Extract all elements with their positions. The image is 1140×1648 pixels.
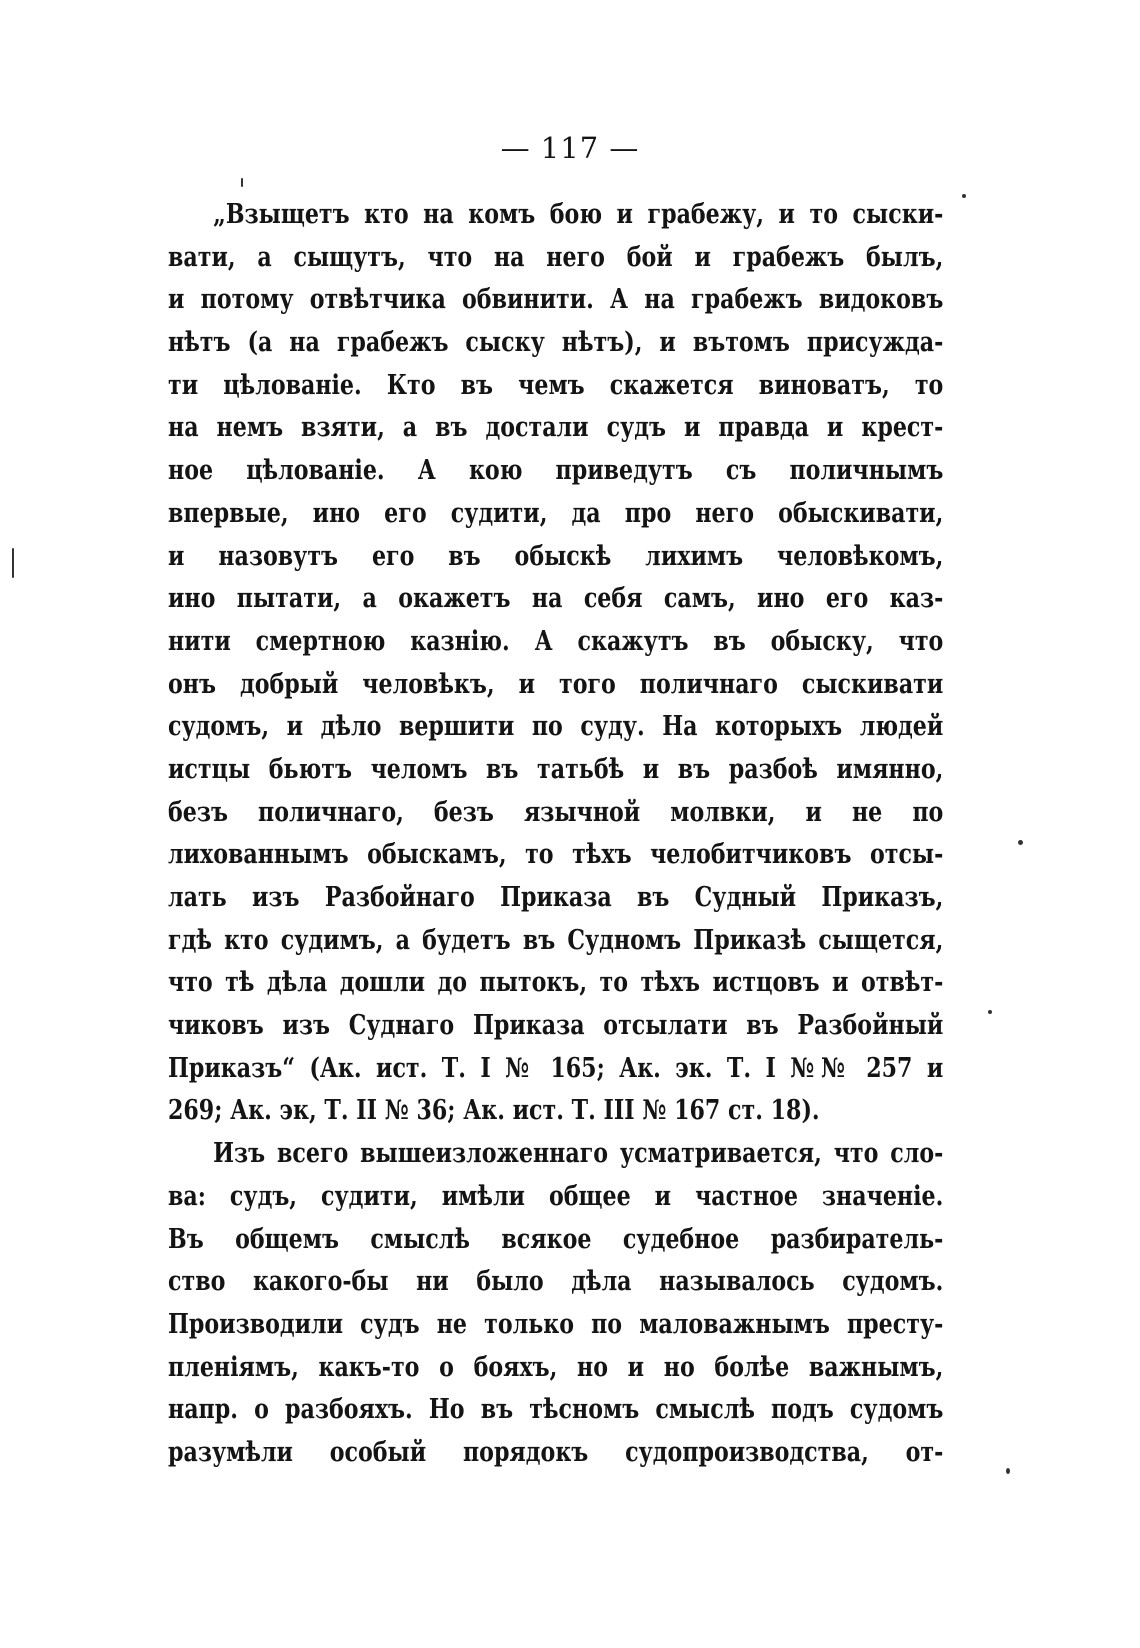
text-line: пленіямъ, какъ-то о бояхъ, но и но болѣе важнымъ, — [168, 1351, 944, 1383]
print-speck — [1006, 1468, 1010, 1474]
print-speck — [241, 178, 243, 187]
text-line: ино пытати, а окажетъ на себя самъ, ино его каз- — [168, 583, 944, 615]
text-line: ти цѣлованіе. Кто въ чемъ скажется виноватъ, то — [168, 369, 944, 401]
text-line: Приказъ“ (Ак. ист. Т. I № 165; Ак. эк. Т. I №№ 257 и — [168, 1052, 944, 1084]
text-line: онъ добрый человѣкъ, и того поличнаго сыскивати — [168, 668, 944, 700]
body-text — [168, 194, 943, 1475]
text-line: ное цѣлованіе. А кою приведутъ съ поличнымъ — [168, 455, 944, 487]
text-line: 269; Ак. эк, Т. II № 36; Ак. ист. Т. III № 167 ст. 18). — [168, 1095, 820, 1127]
text-line: Въ общемъ смыслѣ всякое судебное разбиратель- — [168, 1223, 944, 1255]
text-line: нити смертною казнію. А скажутъ въ обыску, что — [168, 625, 944, 657]
print-speck — [988, 1010, 992, 1014]
print-speck — [12, 548, 14, 578]
text-line: истцы бьютъ челомъ въ татьбѣ и въ разбоѣ имянно, — [168, 753, 944, 785]
text-line: безъ поличнаго, безъ язычной молвки, и не по — [168, 796, 944, 828]
text-line: ство какого-бы ни было дѣла называлось судомъ. — [168, 1266, 944, 1298]
text-line: лихованнымъ обыскамъ, то тѣхъ челобитчиковъ отсы- — [168, 839, 944, 871]
text-line: судомъ, и дѣло вершити по суду. На которыхъ людей — [168, 711, 944, 743]
text-line: нѣтъ (а на грабежъ сыску нѣтъ), и вътомъ присужда- — [168, 327, 944, 359]
text-line: на немъ взяти, а въ достали судъ и правда и крест- — [168, 412, 944, 444]
text-line: и потому отвѣтчика обвинити. А на грабежъ видоковъ — [168, 284, 944, 316]
print-speck — [962, 194, 966, 198]
text-line: что тѣ дѣла дошли до пытокъ, то тѣхъ истцовъ и отвѣт- — [168, 967, 944, 999]
text-line: „Взыщетъ кто на комъ бою и грабежу, и то сыски- — [213, 199, 944, 230]
page-number: — 117 — — [500, 131, 640, 165]
text-line: гдѣ кто судимъ, а будетъ въ Судномъ Приказѣ сыщется, — [168, 924, 944, 956]
text-line: впервые, ино его судити, да про него обыскивати, — [168, 497, 944, 529]
text-line: разумѣли особый порядокъ судопроизводства, от- — [168, 1436, 944, 1468]
text-line: лать изъ Разбойнаго Приказа въ Судный Приказъ, — [168, 882, 944, 913]
text-line: вати, а сыщутъ, что на него бой и грабежъ былъ, — [168, 241, 944, 273]
text-line: Производили судъ не только по маловажнымъ престу- — [168, 1308, 944, 1340]
text-line: Изъ всего вышеизложеннаго усматривается, что сло- — [213, 1138, 944, 1170]
text-line: ва: судъ, судити, имѣли общее и частное значеніе. — [168, 1180, 944, 1212]
print-speck — [1018, 840, 1023, 845]
text-line: чиковъ изъ Суднаго Приказа отсылати въ Разбойный — [168, 1010, 944, 1042]
text-line: и назовутъ его въ обыскѣ лихимъ человѣкомъ, — [168, 540, 944, 572]
text-line: напр. о разбояхъ. Но въ тѣсномъ смыслѣ подъ судомъ — [168, 1394, 944, 1426]
